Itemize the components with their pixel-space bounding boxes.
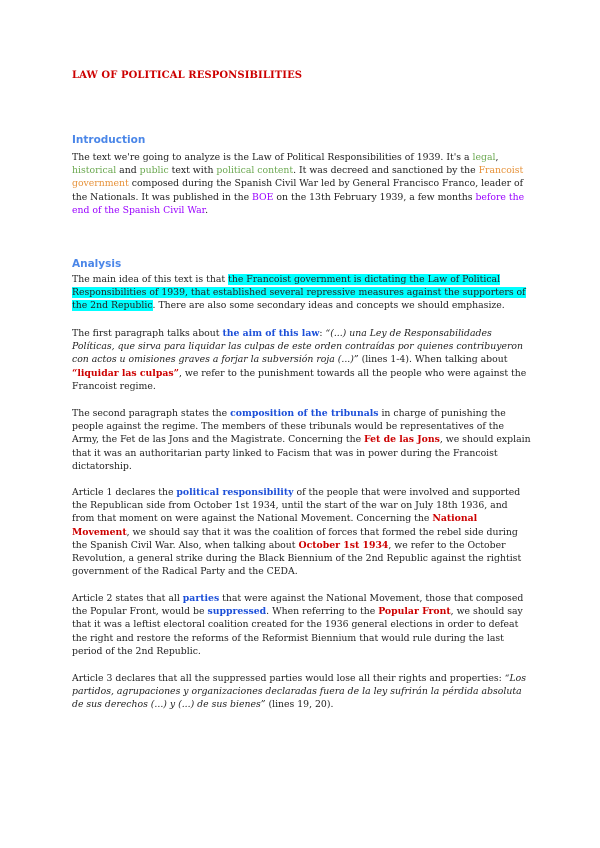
analysis-paragraph-article-3: [72, 672, 532, 712]
text-run: The text we're going to analyze is the Law of Political Responsibilities of 1939. It's a: [72, 152, 473, 163]
text-run: , we refer to the punishment towards all the people who were against the Francoist regime.: [72, 367, 527, 392]
text-run: The second paragraph states the: [72, 408, 231, 419]
document-title: LAW OF POLITICAL RESPONSIBILITIES: [72, 70, 303, 81]
text-run: (lines 19, 20).: [265, 699, 334, 711]
term-suppressed: suppressed: [207, 606, 267, 618]
text-run: . There are also some secondary ideas and concepts we should emphasize.: [152, 300, 505, 312]
text-run: of the people that were involved and supported the Republican side from October 1st 1934, until the start of the war on July 18th 1936, and from that moment on were against the National Movement. Concerning the: [72, 487, 521, 525]
analysis-paragraph-first: [72, 327, 532, 393]
text-run: ,: [495, 152, 499, 163]
term-historical: historical: [72, 165, 117, 177]
quote-law-aim: “(...) una Ley de Responsabilidades Políticas, que sirva para liquidar las culpas de este orden contraídas por quienes contribuyeron con actos u omisiones graves a forjar la subversión roja (...)”: [72, 328, 523, 366]
quote-article-3: “Los partidos, agrupaciones y organizaciones declaradas fuera de la ley sufrirán la pérdida absoluta de sus derechos (...) y (...) de sus bienes”: [72, 673, 527, 711]
text-run: composed during the Spanish Civil War led by General Francisco Franco, leader of the Nationals. It was published in the: [72, 178, 524, 203]
term-popular-front: Popular Front: [378, 606, 451, 618]
text-run: :: [319, 328, 326, 339]
analysis-paragraph-article-1: [72, 486, 532, 578]
term-parties: parties: [182, 593, 220, 604]
text-run: (lines 1-4). When talking about: [358, 354, 508, 366]
text-run: , we should explain that it was an authoritarian party linked to Facism that was in power during the Francoist dictatorship.: [72, 434, 531, 472]
term-public: public: [139, 165, 169, 177]
text-run: The first paragraph talks about: [72, 328, 223, 339]
text-run: , we refer to the October Revolution, a general strike during the Black Biennium of the 2nd Republic against the rightist government of the Radical Party and the CEDA.: [72, 539, 522, 578]
term-aim-of-law: the aim of this law: [222, 328, 320, 339]
text-run: text with: [168, 165, 217, 177]
text-run: Article 2 states that all: [72, 593, 183, 604]
term-political-content: political content: [216, 165, 294, 177]
analysis-heading: Analysis: [72, 258, 122, 270]
text-run: . It was decreed and sanctioned by the: [293, 165, 479, 177]
term-liquidar-las-culpas: “liquidar las culpas”: [72, 367, 179, 379]
term-francoist-government: Francoist government: [72, 165, 524, 190]
text-run: Article 3 declares that all the suppressed parties would lose all their rights and properties:: [72, 673, 505, 684]
introduction-heading: Introduction: [72, 134, 146, 146]
text-run: . When referring to the: [266, 606, 379, 618]
text-run: , we should say that it was the coalition of forces that formed the rebel side during the Spanish Civil War. Also, when talking about: [72, 526, 518, 551]
text-run: and: [116, 165, 140, 177]
term-national-movement: National Movement: [72, 513, 478, 538]
analysis-paragraph-main-idea: [72, 273, 532, 313]
text-run: in charge of punishing the people against the regime. The members of these tribunals would be representatives of the Army, the Fet de las Jons and the Magistrate. Concerning the: [72, 408, 506, 446]
term-fet-de-las-jons: Fet de las Jons: [364, 434, 440, 446]
analysis-paragraph-article-2: [72, 592, 532, 658]
text-run: , we should say that it was a leftist electoral coalition created for the 1936 general elections in order to defeat the right and restore the reforms of the Reformist Biennium that would rule during the last period of the 2nd Republic.: [72, 606, 523, 657]
term-before-end-of-war: before the end of the Spanish Civil War: [72, 191, 525, 216]
text-run: Article 1 declares the: [72, 487, 177, 498]
term-boe: BOE: [252, 191, 274, 203]
text-run: that were against the National Movement, those that composed the Popular Front, would be: [72, 593, 524, 618]
text-run: The main idea of this text is that: [72, 274, 229, 285]
text-run: .: [205, 204, 209, 216]
text-run: on the 13th February 1939, a few months: [273, 191, 476, 203]
analysis-paragraph-second: [72, 407, 532, 473]
term-legal: legal: [472, 152, 496, 163]
term-october-1934: October 1st 1934: [298, 539, 389, 551]
term-political-responsibility: political responsibility: [176, 487, 294, 498]
term-composition-of-tribunals: composition of the tribunals: [230, 408, 379, 419]
introduction-paragraph: [72, 151, 532, 217]
main-idea-highlight: the Francoist government is dictating the Law of Political Responsibilities of 1939, that established several repressive measures against the supporters of the 2nd Republic: [72, 274, 526, 312]
